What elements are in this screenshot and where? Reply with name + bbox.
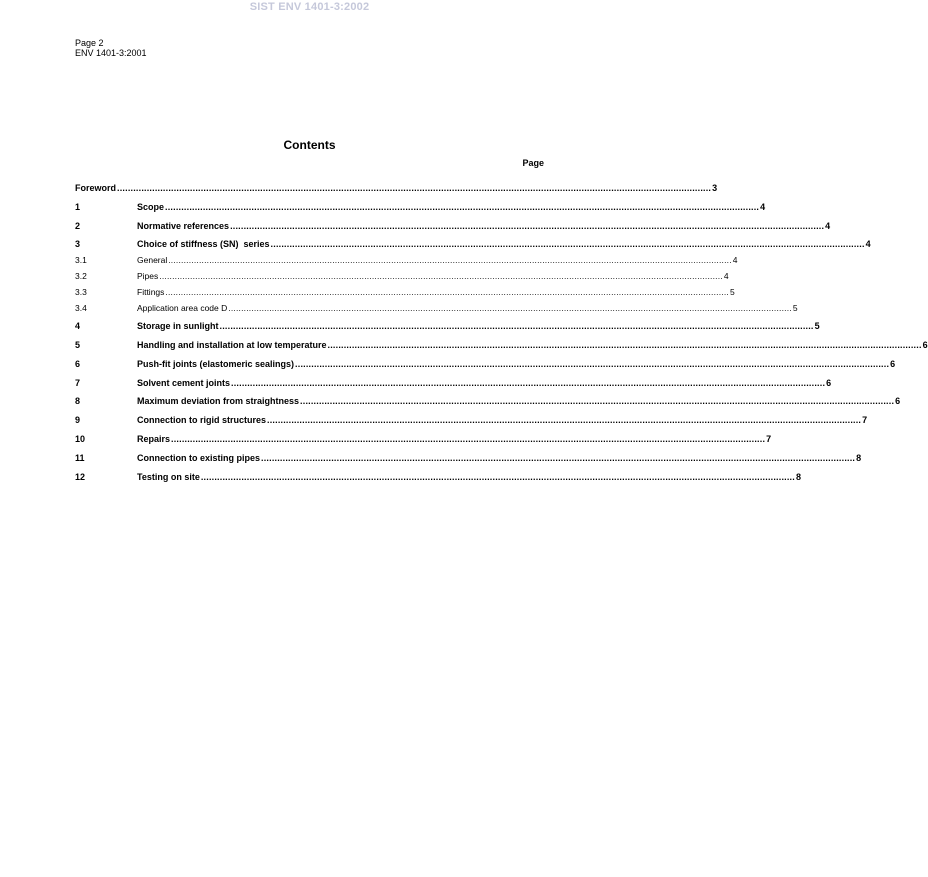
toc-entry[interactable] [75, 221, 831, 231]
toc-leader-dots: ............................................................................................................................................................................................................................ [270, 239, 865, 249]
toc-entry-page: 8 [795, 472, 801, 482]
toc-entry[interactable] [75, 453, 862, 463]
toc-entry-title: Maximum deviation from straightness [137, 396, 300, 406]
toc-entry[interactable] [75, 378, 832, 388]
toc-entry-foreword[interactable] [75, 183, 718, 193]
contents-title: Contents [283, 138, 336, 152]
toc-entry-number: 2 [75, 221, 81, 231]
toc-entry[interactable] [75, 321, 820, 331]
toc-entry-number: 5 [75, 340, 81, 350]
page-column-label: Page [522, 158, 544, 168]
toc-leader-dots: ............................................................................................................................................................................................................................ [327, 340, 922, 350]
toc-leader-dots: ............................................................................................................................................................................................................................ [267, 415, 862, 425]
toc-entry[interactable] [75, 472, 801, 482]
toc-leader-dots: ............................................................................................................................................................................................................................ [300, 396, 895, 406]
toc-leader-dots: ............................................................................................................................................................................................................................ [171, 434, 766, 444]
toc-entry-page: 6 [895, 396, 901, 406]
toc-entry[interactable] [75, 434, 772, 444]
toc-entry-page: 3 [712, 183, 718, 193]
watermark: SIST ENV 1401-3:2002 [249, 1, 370, 13]
toc-leader-dots: ............................................................................................................................................................................................................................ [117, 183, 712, 193]
toc-entry-page: 6 [826, 378, 832, 388]
toc-leader-dots: ............................................................................................................................................................................................................................ [165, 202, 760, 212]
document-reference: ENV 1401-3:2001 [75, 48, 147, 58]
toc-entry-page: 6 [890, 359, 896, 369]
page-header [75, 38, 147, 58]
toc-entry-page: 7 [766, 434, 772, 444]
toc-entry-title: Pipes [137, 271, 159, 281]
toc-entry-title: Fittings [137, 287, 165, 297]
toc-entry-title: Connection to existing pipes [137, 453, 261, 463]
toc-entry-page: 4 [732, 255, 738, 265]
toc-leader-dots: ............................................................................................................................................................................................................................ [200, 472, 795, 482]
toc-subentry[interactable] [75, 287, 735, 297]
toc-entry-number: 10 [75, 434, 86, 444]
toc-entry-title: General [137, 255, 168, 265]
toc-entry-page: 4 [865, 239, 871, 249]
toc-entry[interactable] [75, 239, 871, 249]
toc-leader-dots: ............................................................................................................................................................................................................................ [159, 271, 723, 281]
toc-entry-title: Choice of stiffness (SN) series [137, 239, 270, 249]
toc-entry-page: 4 [825, 221, 831, 231]
toc-entry-title: Repairs [137, 434, 171, 444]
toc-entry-page: 5 [814, 321, 820, 331]
toc-entry-page: 5 [729, 287, 735, 297]
toc-entry-number: 1 [75, 202, 81, 212]
toc-subentry[interactable] [75, 303, 798, 313]
toc-entry-number: 12 [75, 472, 86, 482]
toc-entry-title: Storage in sunlight [137, 321, 219, 331]
toc-entry-title: Handling and installation at low temperature [137, 340, 327, 350]
toc-leader-dots: ............................................................................................................................................................................................................................ [230, 221, 825, 231]
toc-entry-number: 3.3 [75, 287, 87, 297]
toc-entry-page: 7 [862, 415, 868, 425]
toc-entry[interactable] [75, 396, 901, 406]
toc-entry-number: 3.2 [75, 271, 87, 281]
toc-entry-number: 6 [75, 359, 81, 369]
toc-entry[interactable] [75, 359, 896, 369]
toc-leader-dots: ............................................................................................................................................................................................................................ [261, 453, 856, 463]
toc-entry-title: Application area code D [137, 303, 228, 313]
toc-subentry[interactable] [75, 255, 738, 265]
toc-entry-title: Testing on site [137, 472, 200, 482]
toc-entry-page: 5 [792, 303, 798, 313]
page-number-label: Page 2 [75, 38, 104, 48]
toc-leader-dots: ............................................................................................................................................................................................................................ [165, 287, 729, 297]
toc-entry-number: 3 [75, 239, 81, 249]
toc-entry-page: 4 [723, 271, 729, 281]
toc-entry-number: 3.1 [75, 255, 87, 265]
toc-entry-title: Solvent cement joints [137, 378, 231, 388]
toc-entry-title: Connection to rigid structures [137, 415, 267, 425]
toc-entry-number: 8 [75, 396, 81, 406]
toc-entry-number: 4 [75, 321, 81, 331]
toc-entry[interactable] [75, 415, 868, 425]
toc-entry-number: 11 [75, 453, 85, 463]
toc-subentry[interactable] [75, 271, 729, 281]
toc-leader-dots: ............................................................................................................................................................................................................................ [295, 359, 890, 369]
toc-entry-title: Foreword [75, 183, 117, 193]
toc-entry-page: 8 [856, 453, 862, 463]
toc-entry-page: 6 [922, 340, 928, 350]
toc-entry-number: 9 [75, 415, 81, 425]
toc-entry-page: 4 [760, 202, 766, 212]
toc-entry-title: Scope [137, 202, 165, 212]
toc-entry[interactable] [75, 340, 928, 350]
toc-entry-title: Normative references [137, 221, 230, 231]
toc-leader-dots: ............................................................................................................................................................................................................................ [219, 321, 814, 331]
toc-leader-dots: ............................................................................................................................................................................................................................ [228, 303, 792, 313]
toc-leader-dots: ............................................................................................................................................................................................................................ [168, 255, 732, 265]
toc-entry-title: Push-fit joints (elastomeric sealings) [137, 359, 295, 369]
toc-entry-number: 7 [75, 378, 81, 388]
toc-entry-number: 3.4 [75, 303, 87, 313]
toc-entry[interactable] [75, 202, 766, 212]
toc-leader-dots: ............................................................................................................................................................................................................................ [231, 378, 826, 388]
